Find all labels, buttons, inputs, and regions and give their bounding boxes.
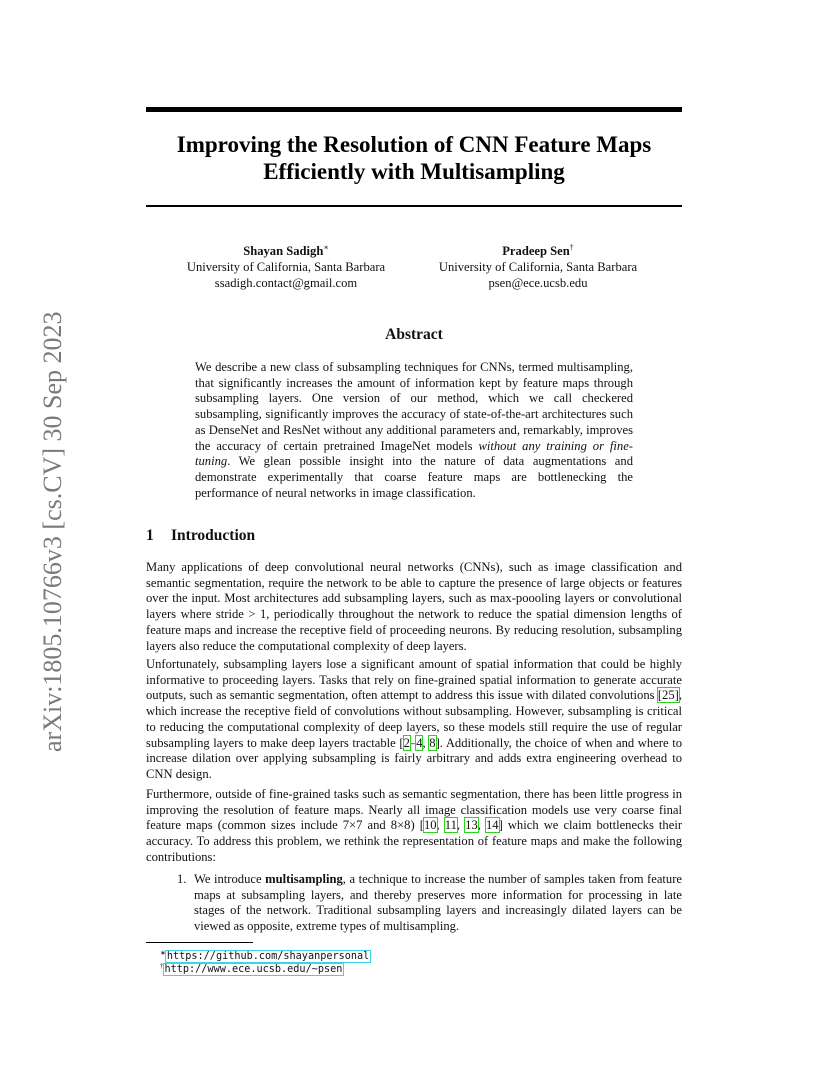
citation-link[interactable]: 11	[444, 818, 457, 833]
citation-link[interactable]: 8	[429, 735, 436, 750]
title-line-2: Efficiently with Multisampling	[263, 159, 565, 184]
author-2-name: Pradeep Sen	[502, 244, 570, 259]
paragraph-3: Furthermore, outside of fine-grained tasks such as semantic segmentation, there has been little progress in improving the resolution of feature maps. Nearly all image classification models use very coarse final feature maps (common sizes include 7×7 and 8×8) [10, 11, 13, 14] which we claim bottlenecks their accuracy. To address this problem, we rethink the representation of feature maps and make the following contributions:	[146, 787, 683, 864]
footnote-2	[160, 960, 343, 976]
footnote-rule	[146, 942, 253, 943]
author-1-mark: ∗	[323, 243, 329, 252]
citation-link[interactable]: 4	[416, 735, 423, 750]
author-1	[156, 240, 416, 291]
author-2-affiliation: University of California, Santa Barbara	[438, 260, 638, 275]
author-1-affiliation: University of California, Santa Barbara	[186, 260, 386, 275]
list-item-number: 1.	[177, 872, 187, 886]
footnote-2-link[interactable]: http://www.ece.ucsb.edu/~psen	[164, 964, 343, 976]
title-rule-bottom	[146, 205, 682, 207]
author-block	[146, 240, 682, 300]
footnote-1-mark: ∗	[160, 949, 166, 957]
citation-link[interactable]: 13	[465, 818, 478, 833]
paper-title	[146, 131, 682, 185]
citation-link[interactable]: [25]	[657, 688, 679, 703]
citation-link[interactable]: 14	[485, 818, 499, 833]
citation-link[interactable]: 2	[403, 735, 410, 750]
author-2-email: psen@ece.ucsb.edu	[488, 276, 588, 291]
paragraph-1: Many applications of deep convolutional neural networks (CNNs), such as image classification and semantic segmentation, require the network to be able to capture the presence of large objects or features over the input. Most architectures add subsampling layers, such as max-poooling layers or convolutional layers where stride > 1, periodically throughout the network to reduce the spatial dimension lengths of feature maps and increase the receptive field of proceeding neurons. By reducing resolution, subsampling layers also reduce the computational complexity of deep layers.	[146, 560, 682, 653]
title-rule-top	[146, 107, 682, 112]
paragraph-2: Unfortunately, subsampling layers lose a significant amount of spatial information that could be highly informative to proceeding layers. Tasks that rely on fine-grained spatial information to generate accurate outputs, such as semantic segmentation, often attempt to address this issue with dilated convolutions [25], which increase the receptive field of convolutions without subsampling. However, subsampling is critical to reducing the computational complexity of deep layers, so these models still require the use of regular subsampling layers to make deep layers tractable [2–4, 8]. Additionally, the choice of when and where to increase dilation over applying subsampling is fairly arbitrary and adds extra engineering overhead to CNN design.	[146, 657, 682, 781]
section-title: Introduction	[171, 527, 256, 544]
author-1-name: Shayan Sadigh	[243, 244, 324, 259]
footnote-2-mark: †	[160, 962, 164, 970]
citation-link[interactable]: 10	[423, 818, 437, 833]
author-2	[408, 240, 668, 291]
author-2-mark: †	[569, 243, 574, 252]
title-line-1: Improving the Resolution of CNN Feature Maps	[176, 132, 652, 157]
abstract-text: We describe a new class of subsampling techniques for CNNs, termed multisampling, that significantly increases the amount of information kept by feature maps through subsampling layers. One version of our method, which we call checkered subsampling, significantly improves the accuracy of state-of-the-art architectures such as DenseNet and ResNet without any additional parameters and, remarkably, improves the accuracy of certain pretrained ImageNet models without any training or fine-tuning. We glean possible insight into the nature of data augmentations and demonstrate experimentally that coarse feature maps are bottlenecking the performance of neural networks in image classification.	[195, 360, 633, 500]
contribution-list	[177, 872, 682, 935]
arxiv-stamp: arXiv:1805.10766v3 [cs.CV] 30 Sep 2023	[38, 311, 67, 752]
footnote-1-link[interactable]: https://github.com/shayanpersonal	[166, 951, 370, 963]
section-heading	[146, 526, 682, 546]
abstract-emphasis: without any training or fine-tuning	[195, 438, 633, 469]
section-number: 1	[146, 527, 154, 544]
list-item: We introduce multisampling, a technique to increase the number of samples taken from feature maps at subsampling layers, and thereby preserves more information for processing in late stages of the network. Traditional subsampling layers and increasingly dilated layers can be viewed as opposite, extreme types of multisampling.	[194, 872, 682, 934]
abstract-heading: Abstract	[385, 326, 443, 343]
author-1-email: ssadigh.contact@gmail.com	[214, 276, 358, 291]
list-item-keyword: multisampling	[265, 872, 343, 886]
